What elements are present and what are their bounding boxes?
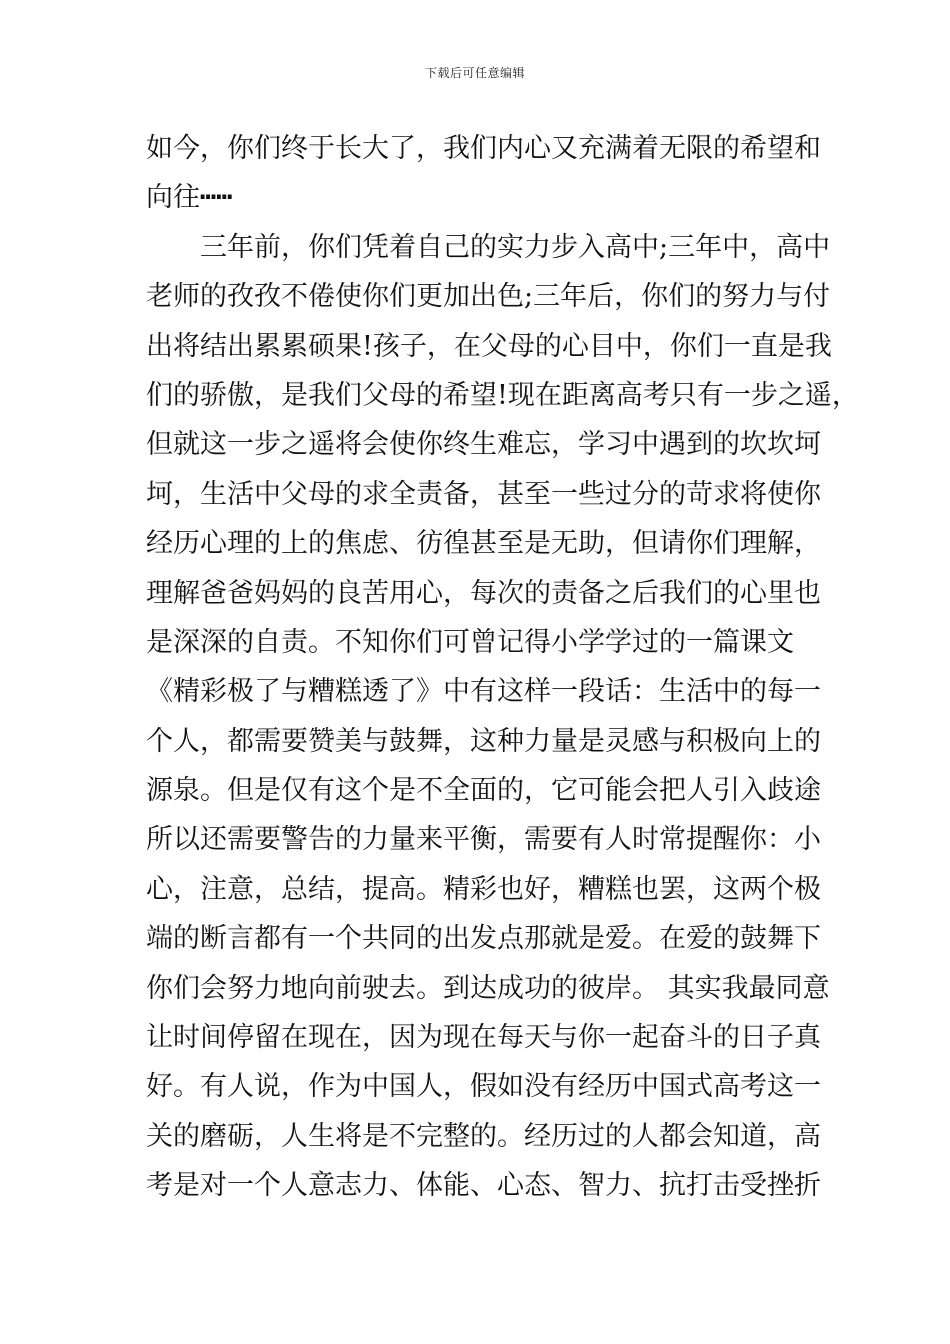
text-line: 《精彩极了与糟糕透了》中有这样一段话：生活中的每一 [146, 676, 821, 708]
text-line: 好。有人说，作为中国人，假如没有经历中国式高考这一 [146, 1071, 821, 1103]
text-line: 三年前，你们凭着自己的实力步入高中;三年中，高中 [200, 231, 831, 263]
text-line: 经历心理的上的焦虑、彷徨甚至是无助，但请你们理解， [146, 528, 821, 560]
document-body [146, 124, 859, 1211]
text-line: 关的磨砺，人生将是不完整的。经历过的人都会知道，高 [146, 1120, 821, 1152]
text-line: 心，注意，总结，提高。精彩也好，糟糕也罢，这两个极 [146, 873, 821, 905]
page-header: 下载后可任意编辑 [424, 66, 525, 80]
paragraph-1 [146, 124, 821, 223]
text-line: 们的骄傲，是我们父母的希望!现在距离高考只有一步之遥， [146, 379, 859, 411]
text-line: 所以还需要警告的力量来平衡，需要有人时常提醒你：小 [146, 824, 821, 856]
text-line: 端的断言都有一个共同的出发点那就是爱。在爱的鼓舞下 [146, 923, 821, 955]
text-line: 出将结出累累硕果!孩子，在父母的心目中，你们一直是我 [146, 330, 832, 362]
paragraph-2 [146, 223, 859, 1211]
text-line: 源泉。但是仅有这个是不全面的，它可能会把人引入歧途 [146, 775, 821, 807]
text-line: 让时间停留在现在，因为现在每天与你一起奋斗的日子真 [146, 1022, 821, 1054]
text-line: 是深深的自责。不知你们可曾记得小学学过的一篇课文 [146, 626, 794, 658]
text-line: 考是对一个人意志力、体能、心态、智力、抗打击受挫折 [146, 1170, 821, 1202]
text-line: 如今，你们终于长大了，我们内心又充满着无限的希望和 [146, 133, 821, 164]
text-line: 但就这一步之遥将会使你终生难忘，学习中遇到的坎坎坷 [146, 429, 821, 461]
text-line: 坷，生活中父母的求全责备，甚至一些过分的苛求将使你 [146, 478, 821, 510]
text-line: 你们会努力地向前驶去。到达成功的彼岸。 其实我最同意 [146, 972, 830, 1004]
text-line: 向往┅┅ [146, 182, 233, 214]
text-line: 老师的孜孜不倦使你们更加出色;三年后，你们的努力与付 [146, 281, 831, 313]
text-line: 个人，都需要赞美与鼓舞，这种力量是灵感与积极向上的 [146, 725, 821, 757]
text-line: 理解爸爸妈妈的良苦用心，每次的责备之后我们的心里也 [146, 577, 821, 609]
